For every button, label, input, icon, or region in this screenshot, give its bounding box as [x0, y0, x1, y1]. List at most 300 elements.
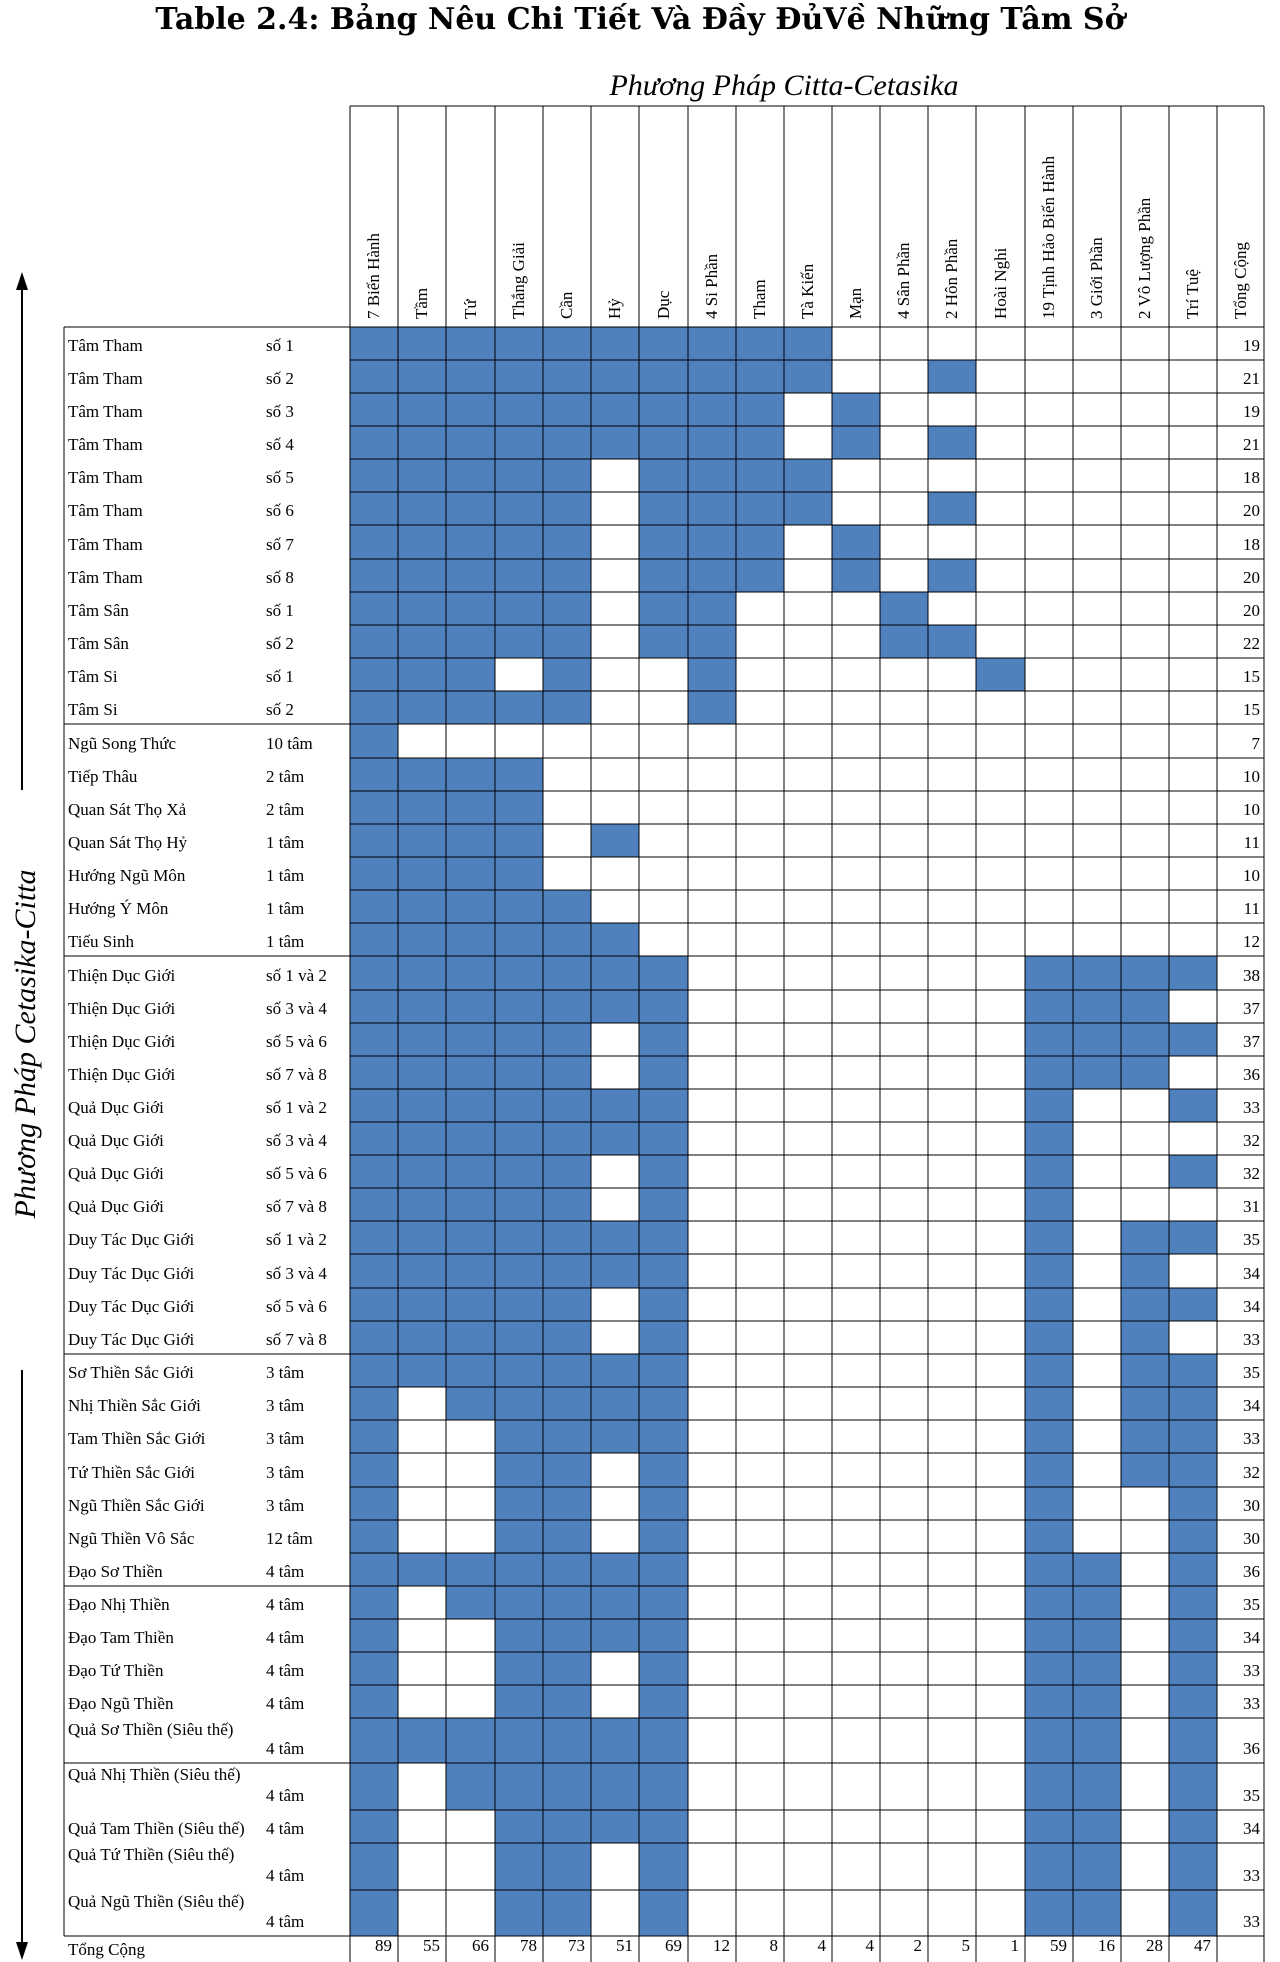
- row-count: 3 tâm: [266, 1429, 305, 1448]
- row-count: 12 tâm: [266, 1529, 313, 1548]
- column-header: Hỷ: [605, 298, 624, 319]
- row-label: Tứ Thiền Sắc Giới: [68, 1463, 195, 1482]
- row-total: 10: [1243, 800, 1260, 819]
- filled-cell: [591, 393, 639, 426]
- row-total: 35: [1243, 1595, 1260, 1614]
- filled-cell: [1121, 1321, 1169, 1354]
- filled-cell: [350, 393, 398, 426]
- filled-cell: [1025, 1685, 1073, 1718]
- filled-cell: [784, 360, 832, 393]
- filled-cell: [495, 1890, 543, 1936]
- row-count: số 1: [266, 336, 294, 355]
- column-total: 28: [1146, 1936, 1163, 1955]
- filled-cell: [495, 459, 543, 492]
- filled-cell: [1121, 990, 1169, 1023]
- row-total: 34: [1243, 1819, 1260, 1838]
- filled-cell: [495, 1763, 543, 1810]
- row-total: 36: [1243, 1739, 1260, 1758]
- row-total: 36: [1243, 1065, 1260, 1084]
- row-label: Duy Tác Dục Giới: [68, 1330, 195, 1349]
- filled-cell: [1025, 1188, 1073, 1221]
- filled-cell: [398, 857, 446, 890]
- filled-cell: [398, 923, 446, 956]
- filled-cell: [639, 1520, 688, 1553]
- filled-cell: [398, 758, 446, 791]
- filled-cell: [639, 525, 688, 559]
- filled-cell: [495, 1810, 543, 1843]
- filled-cell: [495, 1718, 543, 1763]
- row-label: Tâm Si: [68, 667, 118, 686]
- filled-cell: [350, 1155, 398, 1188]
- row-label: Quả Tam Thiền (Siêu thế): [68, 1819, 245, 1838]
- filled-cell: [688, 625, 736, 658]
- row-count: số 7 và 8: [266, 1197, 327, 1216]
- filled-cell: [543, 1288, 591, 1321]
- filled-cell: [350, 525, 398, 559]
- filled-cell: [1025, 1089, 1073, 1122]
- filled-cell: [591, 327, 639, 360]
- row-label: Quả Sơ Thiền (Siêu thế): [68, 1720, 234, 1739]
- filled-cell: [446, 1023, 495, 1056]
- filled-cell: [350, 625, 398, 658]
- filled-cell: [446, 1321, 495, 1354]
- filled-cell: [928, 492, 976, 525]
- filled-cell: [1169, 1810, 1217, 1843]
- filled-cell: [446, 1122, 495, 1155]
- filled-cell: [736, 360, 784, 393]
- row-count: số 1 và 2: [266, 966, 327, 985]
- filled-cell: [398, 559, 446, 592]
- row-total: 7: [1251, 734, 1260, 753]
- column-header: 19 Tịnh Hảo Biến Hành: [1039, 155, 1058, 319]
- filled-cell: [591, 1221, 639, 1254]
- row-label: Tiếu Sinh: [68, 932, 134, 951]
- row-label: Thiện Dục Giới: [68, 966, 176, 985]
- filled-cell: [446, 625, 495, 658]
- filled-cell: [543, 1619, 591, 1652]
- row-total: 33: [1243, 1429, 1260, 1448]
- filled-cell: [591, 1810, 639, 1843]
- filled-cell: [350, 758, 398, 791]
- filled-cell: [350, 923, 398, 956]
- filled-cell: [639, 492, 688, 525]
- filled-cell: [446, 492, 495, 525]
- filled-cell: [398, 393, 446, 426]
- filled-cell: [446, 1155, 495, 1188]
- filled-cell: [639, 1089, 688, 1122]
- filled-cell: [1169, 1420, 1217, 1453]
- filled-cell: [639, 327, 688, 360]
- filled-cell: [1121, 1023, 1169, 1056]
- filled-cell: [639, 1890, 688, 1936]
- row-total: 33: [1243, 1694, 1260, 1713]
- filled-cell: [446, 758, 495, 791]
- filled-cell: [350, 1652, 398, 1685]
- filled-cell: [639, 625, 688, 658]
- filled-cell: [639, 1122, 688, 1155]
- column-header: Thắng Giải: [509, 242, 528, 319]
- row-label: Quả Dục Giới: [68, 1164, 164, 1183]
- filled-cell: [591, 1387, 639, 1420]
- column-header: 2 Vô Lượng Phần: [1135, 197, 1154, 319]
- filled-cell: [350, 1023, 398, 1056]
- filled-cell: [398, 327, 446, 360]
- filled-cell: [1073, 1718, 1121, 1763]
- row-label: Ngũ Thiền Sắc Giới: [68, 1496, 205, 1515]
- row-label: Quan Sát Thọ Xả: [68, 800, 187, 819]
- filled-cell: [1169, 1354, 1217, 1387]
- filled-cell: [398, 625, 446, 658]
- filled-cell: [1025, 1763, 1073, 1810]
- filled-cell: [350, 724, 398, 758]
- filled-cell: [495, 559, 543, 592]
- filled-cell: [1121, 1254, 1169, 1288]
- filled-cell: [495, 1453, 543, 1487]
- row-label: Tâm Si: [68, 700, 118, 719]
- filled-cell: [398, 592, 446, 625]
- filled-cell: [1073, 1763, 1121, 1810]
- filled-cell: [446, 327, 495, 360]
- row-label: Hướng Ý Môn: [68, 899, 169, 918]
- filled-cell: [495, 1089, 543, 1122]
- filled-cell: [1025, 1453, 1073, 1487]
- column-header: Tổng Cộng: [1231, 242, 1250, 319]
- filled-cell: [1169, 1487, 1217, 1520]
- filled-cell: [495, 1321, 543, 1354]
- row-count: 4 tâm: [266, 1912, 305, 1931]
- filled-cell: [639, 1810, 688, 1843]
- filled-cell: [543, 1056, 591, 1089]
- filled-cell: [543, 1890, 591, 1936]
- filled-cell: [398, 1718, 446, 1763]
- filled-cell: [350, 1553, 398, 1586]
- row-total: 15: [1243, 700, 1260, 719]
- filled-cell: [543, 360, 591, 393]
- filled-cell: [446, 890, 495, 923]
- row-label: Tâm Tham: [68, 468, 143, 487]
- column-total: 51: [616, 1936, 633, 1955]
- column-total: 59: [1050, 1936, 1067, 1955]
- filled-cell: [543, 691, 591, 724]
- row-label: Tâm Tham: [68, 435, 143, 454]
- filled-cell: [350, 890, 398, 923]
- filled-cell: [495, 1619, 543, 1652]
- row-label: Ngũ Song Thức: [68, 734, 177, 753]
- row-total: 18: [1243, 535, 1260, 554]
- row-count: 1 tâm: [266, 866, 305, 885]
- filled-cell: [1025, 1520, 1073, 1553]
- filled-cell: [1169, 1288, 1217, 1321]
- filled-cell: [639, 1619, 688, 1652]
- filled-cell: [1073, 1843, 1121, 1890]
- filled-cell: [1073, 1619, 1121, 1652]
- filled-cell: [639, 1023, 688, 1056]
- filled-cell: [1169, 1619, 1217, 1652]
- filled-cell: [639, 1254, 688, 1288]
- filled-cell: [446, 857, 495, 890]
- row-total: 15: [1243, 667, 1260, 686]
- filled-cell: [350, 1763, 398, 1810]
- row-count: 4 tâm: [266, 1595, 305, 1614]
- filled-cell: [495, 1155, 543, 1188]
- row-total: 10: [1243, 866, 1260, 885]
- filled-cell: [398, 658, 446, 691]
- filled-cell: [398, 890, 446, 923]
- filled-cell: [495, 1056, 543, 1089]
- filled-cell: [495, 1023, 543, 1056]
- filled-cell: [495, 393, 543, 426]
- filled-cell: [591, 1586, 639, 1619]
- row-total: 34: [1243, 1297, 1260, 1316]
- filled-cell: [495, 1122, 543, 1155]
- filled-cell: [495, 625, 543, 658]
- filled-cell: [1025, 1122, 1073, 1155]
- filled-cell: [1025, 1354, 1073, 1387]
- filled-cell: [1073, 990, 1121, 1023]
- row-label: Duy Tác Dục Giới: [68, 1230, 195, 1249]
- filled-cell: [495, 492, 543, 525]
- filled-cell: [495, 923, 543, 956]
- filled-cell: [350, 1188, 398, 1221]
- filled-cell: [639, 1652, 688, 1685]
- filled-cell: [1121, 1056, 1169, 1089]
- row-label: Quan Sát Thọ Hỷ: [68, 833, 188, 852]
- filled-cell: [398, 1056, 446, 1089]
- row-count: 1 tâm: [266, 932, 305, 951]
- row-count: số 7 và 8: [266, 1330, 327, 1349]
- filled-cell: [398, 1023, 446, 1056]
- filled-cell: [688, 691, 736, 724]
- filled-cell: [495, 758, 543, 791]
- filled-cell: [736, 426, 784, 459]
- row-count: số 6: [266, 501, 294, 520]
- row-total: 19: [1243, 336, 1260, 355]
- filled-cell: [639, 1420, 688, 1453]
- filled-cell: [1025, 1023, 1073, 1056]
- filled-cell: [495, 360, 543, 393]
- filled-cell: [446, 426, 495, 459]
- filled-cell: [1073, 1553, 1121, 1586]
- filled-cell: [446, 1221, 495, 1254]
- row-label: Đạo Nhị Thiền: [68, 1595, 170, 1614]
- filled-cell: [784, 492, 832, 525]
- row-count: số 2: [266, 634, 294, 653]
- row-count: số 1 và 2: [266, 1098, 327, 1117]
- filled-cell: [688, 360, 736, 393]
- column-header: Mạn: [846, 287, 865, 319]
- filled-cell: [446, 990, 495, 1023]
- filled-cell: [543, 1553, 591, 1586]
- row-label: Quả Nhị Thiền (Siêu thế): [68, 1765, 241, 1784]
- filled-cell: [1121, 1288, 1169, 1321]
- filled-cell: [591, 1619, 639, 1652]
- filled-cell: [495, 691, 543, 724]
- row-label: Nhị Thiền Sắc Giới: [68, 1396, 201, 1415]
- filled-cell: [350, 1453, 398, 1487]
- filled-cell: [350, 492, 398, 525]
- filled-cell: [1169, 1155, 1217, 1188]
- row-count: 4 tâm: [266, 1786, 305, 1805]
- row-total: 35: [1243, 1786, 1260, 1805]
- filled-cell: [736, 327, 784, 360]
- filled-cell: [1073, 1685, 1121, 1718]
- filled-cell: [736, 393, 784, 426]
- column-header: Tham: [750, 279, 769, 319]
- filled-cell: [688, 327, 736, 360]
- row-label: Ngũ Thiền Vô Sắc: [68, 1529, 195, 1548]
- row-count: số 5 và 6: [266, 1164, 327, 1183]
- row-count: 4 tâm: [266, 1739, 305, 1758]
- row-label: Tâm Tham: [68, 501, 143, 520]
- filled-cell: [350, 1685, 398, 1718]
- filled-cell: [543, 1321, 591, 1354]
- filled-cell: [1169, 1685, 1217, 1718]
- row-label: Quả Ngũ Thiền (Siêu thế): [68, 1892, 245, 1911]
- filled-cell: [1025, 990, 1073, 1023]
- filled-cell: [446, 459, 495, 492]
- filled-cell: [1121, 1420, 1169, 1453]
- row-label: Tâm Sân: [68, 634, 129, 653]
- row-total: 18: [1243, 468, 1260, 487]
- filled-cell: [591, 1763, 639, 1810]
- filled-cell: [1073, 1652, 1121, 1685]
- filled-cell: [1025, 1221, 1073, 1254]
- column-total: 69: [665, 1936, 682, 1955]
- row-label: Thiện Dục Giới: [68, 1065, 176, 1084]
- filled-cell: [398, 492, 446, 525]
- filled-cell: [639, 1718, 688, 1763]
- row-total: 34: [1243, 1264, 1260, 1283]
- filled-cell: [543, 1520, 591, 1553]
- filled-cell: [639, 1553, 688, 1586]
- filled-cell: [350, 791, 398, 824]
- filled-cell: [688, 426, 736, 459]
- filled-cell: [1025, 1553, 1073, 1586]
- column-total: 2: [913, 1936, 922, 1955]
- filled-cell: [639, 1155, 688, 1188]
- column-total: 78: [520, 1936, 537, 1955]
- filled-cell: [495, 327, 543, 360]
- row-count: số 3: [266, 402, 294, 421]
- filled-cell: [1025, 1387, 1073, 1420]
- filled-cell: [495, 1221, 543, 1254]
- filled-cell: [350, 1890, 398, 1936]
- column-header: Tà Kiến: [798, 263, 817, 319]
- row-label: Đạo Tam Thiền: [68, 1628, 174, 1647]
- filled-cell: [1073, 1056, 1121, 1089]
- filled-cell: [350, 1586, 398, 1619]
- filled-cell: [1073, 1023, 1121, 1056]
- filled-cell: [591, 1718, 639, 1763]
- filled-cell: [543, 658, 591, 691]
- row-label: Thiện Dục Giới: [68, 1032, 176, 1051]
- filled-cell: [446, 956, 495, 990]
- filled-cell: [446, 592, 495, 625]
- row-total: 33: [1243, 1330, 1260, 1349]
- row-count: số 5: [266, 468, 294, 487]
- row-total: 11: [1243, 899, 1260, 918]
- filled-cell: [1073, 1810, 1121, 1843]
- row-label: Đạo Sơ Thiền: [68, 1562, 163, 1581]
- filled-cell: [446, 1056, 495, 1089]
- filled-cell: [398, 1288, 446, 1321]
- filled-cell: [543, 923, 591, 956]
- column-header: 4 Si Phần: [702, 253, 721, 319]
- column-total: 4: [817, 1936, 826, 1955]
- column-header: 7 Biến Hành: [364, 233, 383, 319]
- filled-cell: [688, 393, 736, 426]
- row-total: 33: [1243, 1098, 1260, 1117]
- filled-cell: [639, 1763, 688, 1810]
- filled-cell: [639, 1321, 688, 1354]
- row-label: Tam Thiền Sắc Giới: [68, 1429, 206, 1448]
- filled-cell: [350, 1843, 398, 1890]
- filled-cell: [350, 990, 398, 1023]
- filled-cell: [1169, 956, 1217, 990]
- row-total: 21: [1243, 435, 1260, 454]
- filled-cell: [543, 426, 591, 459]
- filled-cell: [928, 625, 976, 658]
- row-total: 33: [1243, 1912, 1260, 1931]
- row-count: 3 tâm: [266, 1363, 305, 1382]
- row-label: Tâm Sân: [68, 601, 129, 620]
- row-total: 21: [1243, 369, 1260, 388]
- filled-cell: [1169, 1718, 1217, 1763]
- row-count: 4 tâm: [266, 1628, 305, 1647]
- filled-cell: [543, 1810, 591, 1843]
- filled-cell: [543, 890, 591, 923]
- filled-cell: [543, 1652, 591, 1685]
- filled-cell: [591, 824, 639, 857]
- filled-cell: [495, 1254, 543, 1288]
- filled-cell: [446, 559, 495, 592]
- row-total: 31: [1243, 1197, 1260, 1216]
- filled-cell: [688, 592, 736, 625]
- filled-cell: [398, 1089, 446, 1122]
- filled-cell: [543, 1420, 591, 1453]
- filled-cell: [495, 592, 543, 625]
- filled-cell: [543, 592, 591, 625]
- row-count: 10 tâm: [266, 734, 313, 753]
- filled-cell: [446, 1254, 495, 1288]
- row-label: Duy Tác Dục Giới: [68, 1297, 195, 1316]
- row-count: 4 tâm: [266, 1866, 305, 1885]
- filled-cell: [495, 1843, 543, 1890]
- filled-cell: [543, 990, 591, 1023]
- filled-cell: [639, 426, 688, 459]
- filled-cell: [398, 426, 446, 459]
- filled-cell: [1025, 1420, 1073, 1453]
- filled-cell: [832, 525, 880, 559]
- row-count: số 8: [266, 568, 294, 587]
- filled-cell: [1169, 1089, 1217, 1122]
- filled-cell: [1025, 1890, 1073, 1936]
- column-total: 16: [1098, 1936, 1115, 1955]
- row-label: Tâm Tham: [68, 369, 143, 388]
- filled-cell: [1169, 1652, 1217, 1685]
- row-count: số 7 và 8: [266, 1065, 327, 1084]
- filled-cell: [1169, 1387, 1217, 1420]
- row-count: 2 tâm: [266, 800, 305, 819]
- filled-cell: [543, 492, 591, 525]
- row-count: 3 tâm: [266, 1463, 305, 1482]
- column-total: 5: [961, 1936, 970, 1955]
- filled-cell: [495, 1288, 543, 1321]
- filled-cell: [398, 1155, 446, 1188]
- filled-cell: [543, 1155, 591, 1188]
- filled-cell: [495, 1553, 543, 1586]
- filled-cell: [446, 923, 495, 956]
